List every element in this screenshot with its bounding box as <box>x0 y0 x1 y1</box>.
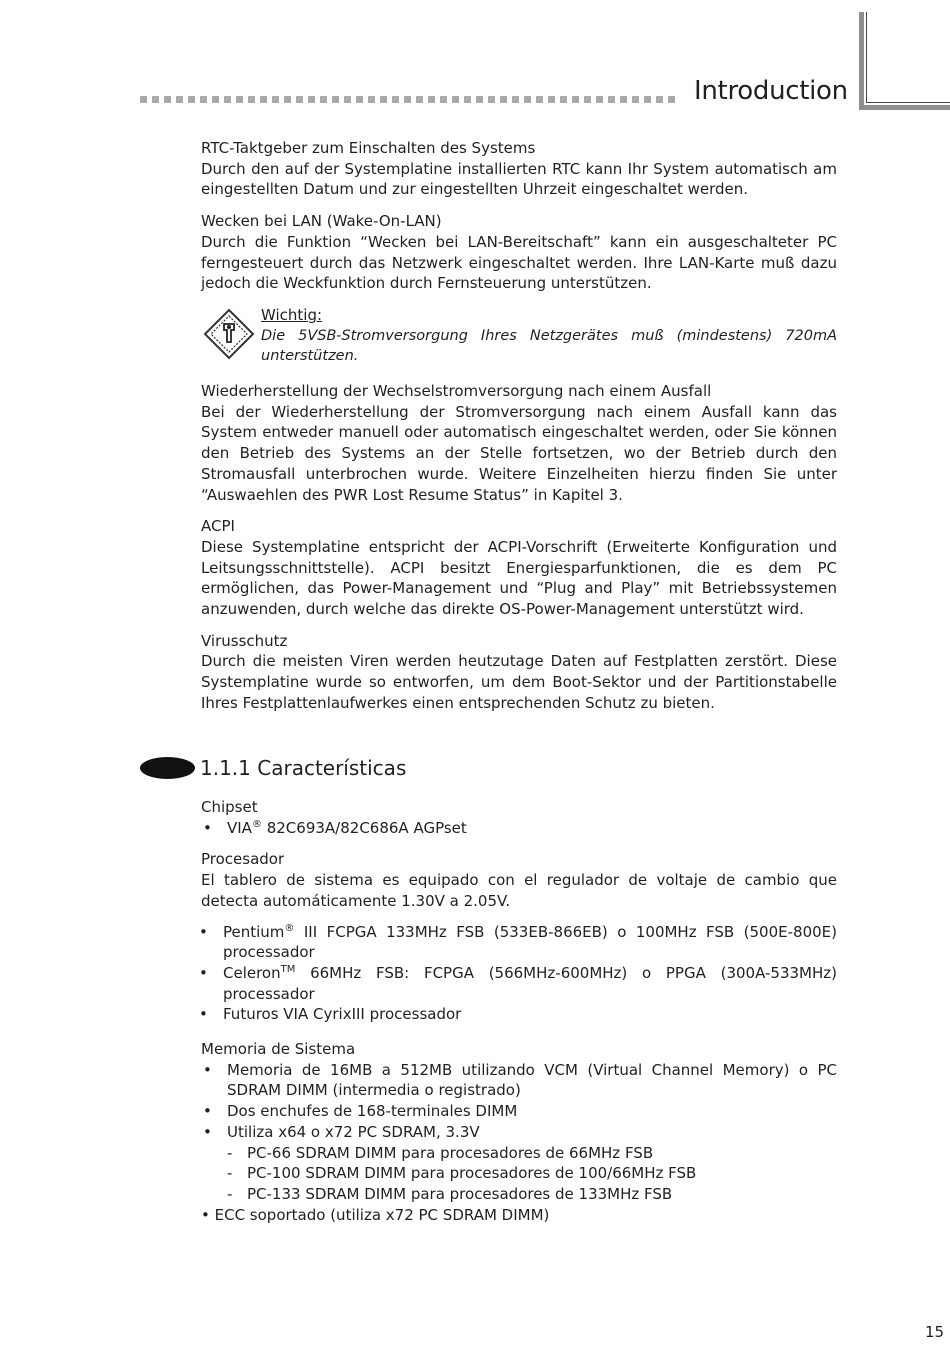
rule-square <box>188 96 195 103</box>
spanish-content <box>201 797 837 1225</box>
rtc-section <box>201 138 837 200</box>
ac-recovery-body: Bei der Wiederherstellung der Stromversorgung nach einem Ausfall kann das System entweder manuell oder automatisch eingeschaltet werden, oder Sie können den Betrieb des Systems an der Stelle fortsetzen, wo der Betrieb durch den Stromausfall unterbrochen wurde. Weitere Einzelheiten hierzu finden Sie unter “Auswaehlen des PWR Lost Resume Status” in Kapitel 3. <box>201 402 837 504</box>
chipset-section <box>201 797 837 838</box>
section-marker-oval <box>140 757 195 779</box>
rule-square <box>572 96 579 103</box>
rule-square <box>560 96 567 103</box>
rule-square <box>500 96 507 103</box>
rule-square <box>368 96 375 103</box>
rule-square <box>632 96 639 103</box>
rule-square <box>452 96 459 103</box>
list-item: • Memoria de 16MB a 512MB utilizando VCM (Virtual Channel Memory) o PC SDRAM DIMM (intermedia o registrado) <box>201 1060 837 1101</box>
rule-square <box>428 96 435 103</box>
wol-body: Durch die Funktion “Wecken bei LAN-Bereitschaft” kann ein ausgeschalteter PC ferngesteuert durch das Netzwerk eingeschaltet werden. Ihre LAN-Karte muß dazu jedoch die Weckfunktion durch Fernsteuerung unterstützen. <box>201 232 837 293</box>
rule-square <box>260 96 267 103</box>
procesador-section <box>201 849 837 911</box>
item-text: III FCPGA 133MHz FSB (533EB-866EB) o 100MHz FSB (500E-800E) processador <box>223 922 837 962</box>
rule-square <box>332 96 339 103</box>
acpi-section <box>201 516 837 620</box>
memoria-heading: Memoria de Sistema <box>201 1040 356 1059</box>
rule-square <box>548 96 555 103</box>
caution-hand-icon <box>203 308 255 360</box>
rule-square <box>536 96 543 103</box>
header-dot-rule <box>140 96 680 106</box>
processor-list <box>197 922 837 1026</box>
memoria-sublist <box>201 1143 837 1205</box>
rule-square <box>380 96 387 103</box>
rule-square <box>464 96 471 103</box>
rule-square <box>596 96 603 103</box>
rule-square <box>176 96 183 103</box>
list-item: • Utiliza x64 o x72 PC SDRAM, 3.3V <box>201 1122 837 1143</box>
rule-square <box>308 96 315 103</box>
rule-square <box>440 96 447 103</box>
chipset-brand: VIA <box>227 818 252 837</box>
rule-square <box>392 96 399 103</box>
rtc-heading: RTC-Taktgeber zum Einschalten des Systems <box>201 139 536 157</box>
procesador-heading: Procesador <box>201 850 285 869</box>
item-text: 66MHz FSB: FCPGA (566MHz-600MHz) o PPGA (300A-533MHz) processador <box>223 963 837 1003</box>
registered-mark: ® <box>251 818 262 830</box>
ac-recovery-section <box>201 381 837 505</box>
rule-square <box>656 96 663 103</box>
rule-square <box>476 96 483 103</box>
ac-recovery-heading: Wiederherstellung der Wechselstromversorgung nach einem Ausfall <box>201 382 712 401</box>
rule-square <box>224 96 231 103</box>
page-header-title: Introduction <box>694 76 848 106</box>
acpi-body: Diese Systemplatine entspricht der ACPI-Vorschrift (Erweiterte Konfiguration und Leitsungsschnittstelle). ACPI besitzt Energiesparfunktionen, die es dem PC ermöglichen, das Power-Management und “Plug and Play” mit Betriebssystemen anzuwenden, durch welche das direkte OS-Power-Management unterstützt wird. <box>201 537 837 619</box>
rule-square <box>404 96 411 103</box>
rule-square <box>668 96 675 103</box>
rule-square <box>212 96 219 103</box>
section-title: 1.1.1 Características <box>200 756 407 780</box>
rule-square <box>152 96 159 103</box>
rule-square <box>608 96 615 103</box>
chipset-model: 82C693A/82C686A AGPset <box>261 818 467 837</box>
list-item <box>197 1004 837 1025</box>
rule-square <box>512 96 519 103</box>
note-text: Die 5VSB-Stromversorgung Ihres Netzgerätes muß (mindestens) 720mA unterstützen. <box>261 327 837 365</box>
rule-square <box>296 96 303 103</box>
item-brand: Celeron <box>223 963 281 982</box>
rule-square <box>164 96 171 103</box>
rule-square <box>140 96 147 103</box>
rule-square <box>524 96 531 103</box>
rule-square <box>488 96 495 103</box>
procesador-body: El tablero de sistema es equipado con el regulador de voltaje de cambio que detecta automáticamente 1.30V a 2.05V. <box>201 871 837 910</box>
sub-list-item: - PC-133 SDRAM DIMM para procesadores de 133MHz FSB <box>227 1184 837 1205</box>
rule-square <box>320 96 327 103</box>
memoria-section <box>201 1039 837 1225</box>
wol-heading: Wecken bei LAN (Wake-On-LAN) <box>201 212 442 231</box>
page-number: 15 <box>925 1323 945 1341</box>
rule-square <box>344 96 351 103</box>
virus-heading: Virusschutz <box>201 631 288 650</box>
sub-list-item: - PC-66 SDRAM DIMM para procesadores de 66MHz FSB <box>227 1143 837 1164</box>
rule-square <box>584 96 591 103</box>
item-text: Futuros VIA CyrixIII processador <box>223 1005 462 1024</box>
wol-section <box>201 211 837 294</box>
item-brand: Pentium <box>223 922 285 941</box>
ecc-item: • ECC soportado (utiliza x72 PC SDRAM DIMM) <box>201 1205 550 1224</box>
rule-square <box>248 96 255 103</box>
acpi-heading: ACPI <box>201 517 235 536</box>
rule-square <box>356 96 363 103</box>
rule-square <box>236 96 243 103</box>
rule-square <box>644 96 651 103</box>
virus-section <box>201 631 837 714</box>
trademark: ® <box>284 922 295 934</box>
rule-square <box>200 96 207 103</box>
chipset-list <box>201 818 837 839</box>
german-content <box>201 138 837 725</box>
rule-square <box>272 96 279 103</box>
list-item: • Dos enchufes de 168-terminales DIMM <box>201 1101 837 1122</box>
trademark: TM <box>280 963 296 975</box>
sub-list-item: - PC-100 SDRAM DIMM para procesadores de 100/66MHz FSB <box>227 1163 837 1184</box>
rtc-body: Durch den auf der Systemplatine installierten RTC kann Ihr System automatisch am eingestellten Datum und zur eingestellten Uhrzeit eingeschaltet werden. <box>201 159 837 199</box>
list-item <box>197 922 837 963</box>
important-note <box>201 305 837 367</box>
list-item <box>201 818 837 839</box>
section-heading-row <box>140 756 840 786</box>
chipset-heading: Chipset <box>201 798 258 816</box>
rule-square <box>284 96 291 103</box>
note-title: Wichtig: <box>261 305 323 324</box>
rule-square <box>620 96 627 103</box>
rule-square <box>416 96 423 103</box>
list-item <box>197 963 837 1004</box>
memoria-list <box>201 1060 837 1143</box>
virus-body: Durch die meisten Viren werden heutzutage Daten auf Festplatten zerstört. Diese Systemplatine wurde so entworfen, um dem Boot-Sektor und der Partitionstabelle Ihres Festplattenlaufwerkes einen entsprechenden Schutz zu bieten. <box>201 652 837 712</box>
